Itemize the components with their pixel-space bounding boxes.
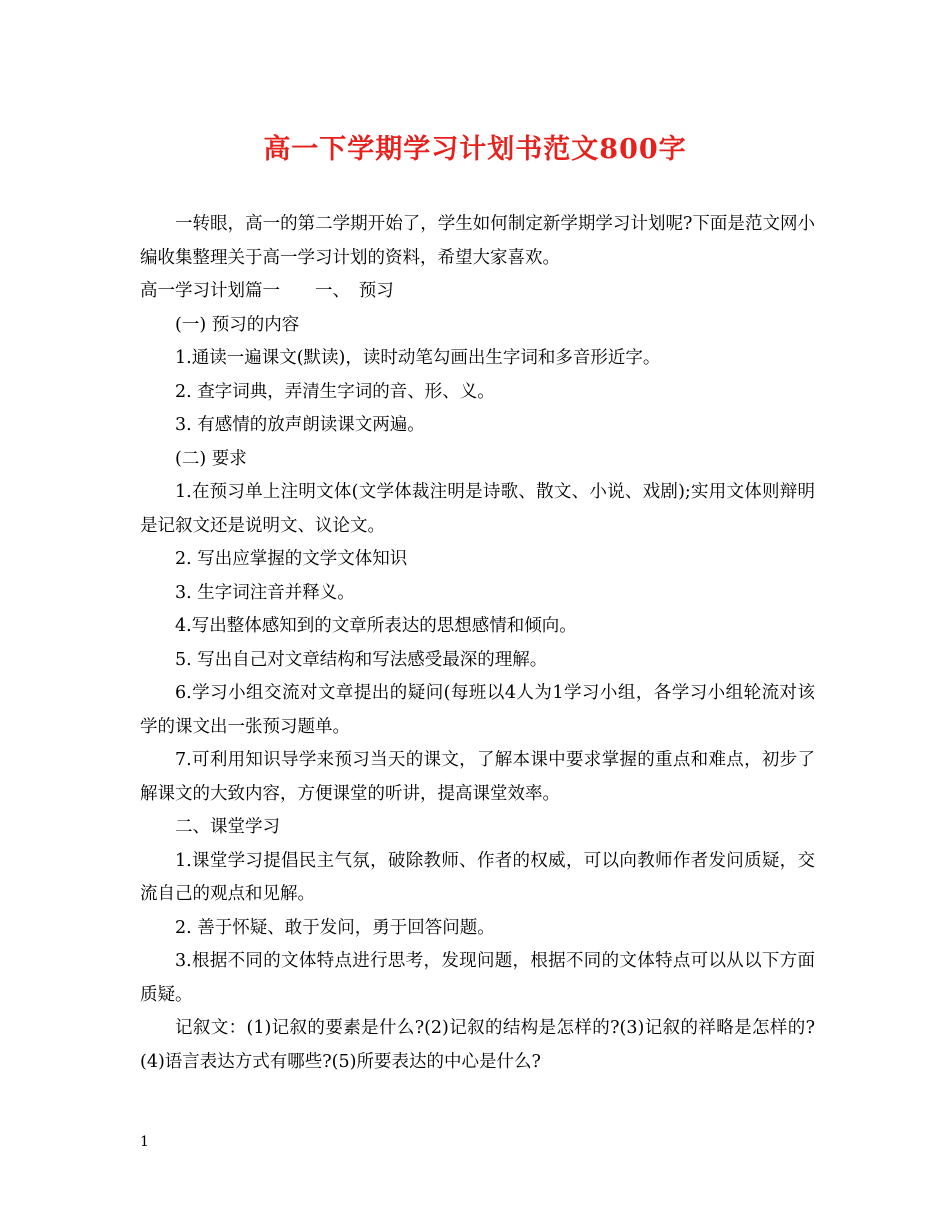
paragraph-item: 4.写出整体感知到的文章所表达的思想感情和倾向。 <box>175 616 577 636</box>
document-body <box>140 208 815 1079</box>
paragraph-item: 2. 写出应掌握的文学文体知识 <box>175 549 408 569</box>
paragraph-intro: 一转眼，高一的第二学期开始了，学生如何制定新学期学习计划呢?下面是范文网小编收集整理关于高一学习计划的资料，希望大家喜欢。 <box>140 214 815 268</box>
paragraph-item: 记叙文：(1)记叙的要素是什么?(2)记叙的结构是怎样的?(3)记叙的祥略是怎样的?(4)语言表达方式有哪些?(5)所要表达的中心是什么? <box>140 1018 815 1072</box>
paragraph-item: 7.可利用知识导学来预习当天的课文，了解本课中要求掌握的重点和难点，初步了解课文的大致内容，方便课堂的听讲，提高课堂效率。 <box>140 750 815 804</box>
paragraph-item: 3.根据不同的文体特点进行思考，发现问题，根据不同的文体特点可以从以下方面质疑。 <box>140 951 815 1005</box>
paragraph-item: 1.通读一遍课文(默读)，读时动笔勾画出生字词和多音形近字。 <box>175 348 661 368</box>
paragraph-item: 6.学习小组交流对文章提出的疑问(每班以4人为1学习小组，各学习小组轮流对该学的课文出一张预习题单。 <box>140 683 815 737</box>
paragraph-item: 3. 生字词注音并释义。 <box>175 582 355 603</box>
paragraph-item: 2. 善于怀疑、敢于发问，勇于回答问题。 <box>175 917 495 938</box>
paragraph-section-heading: 高一学习计划篇一 一、 预习 <box>140 281 394 301</box>
paragraph-item: 2. 查字词典，弄清生字词的音、形、义。 <box>175 381 495 402</box>
paragraph-item: 1.在预习单上注明文体(文学体裁注明是诗歌、散文、小说、戏剧);实用文体则辩明是记叙文还是说明文、议论文。 <box>140 482 815 536</box>
paragraph-item: 1.课堂学习提倡民主气氛，破除教师、作者的权威，可以向教师作者发问质疑，交流自己的观点和见解。 <box>140 850 815 904</box>
page-number: 1 <box>140 1134 149 1150</box>
paragraph-item: 5. 写出自己对文章结构和写法感受最深的理解。 <box>175 649 548 670</box>
paragraph-section-heading-class: 二、课堂学习 <box>175 817 280 837</box>
paragraph-subheading-requirements: (二) 要求 <box>175 448 247 469</box>
document-title: 高一下学期学习计划书范文800字 <box>263 134 687 165</box>
paragraph-subheading-content: (一) 预习的内容 <box>175 314 300 335</box>
paragraph-item: 3. 有感情的放声朗读课文两遍。 <box>175 415 425 435</box>
